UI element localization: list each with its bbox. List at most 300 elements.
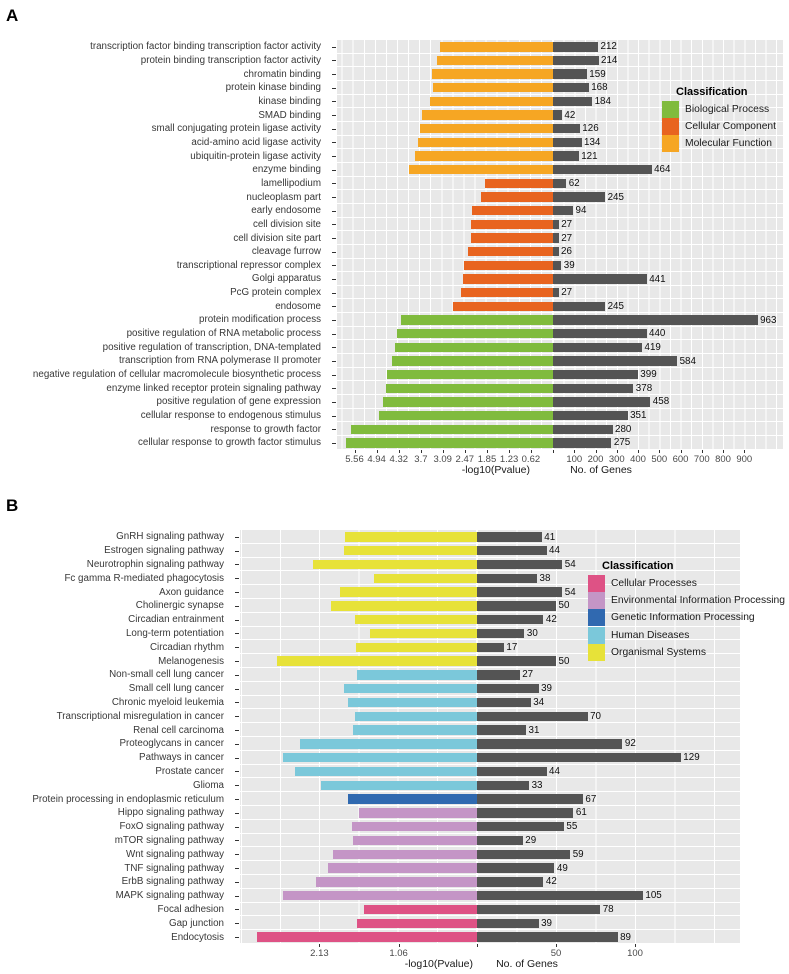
x-axis-tick	[681, 450, 682, 453]
chart-row	[0, 861, 740, 875]
pvalue-bar	[277, 656, 478, 665]
y-axis-tick	[229, 916, 240, 930]
gene-count-label: 49	[556, 862, 568, 874]
gene-bar	[553, 97, 592, 106]
row-label: Endocytosis	[171, 931, 224, 943]
gene-count-label: 378	[635, 382, 653, 394]
genes-cell	[477, 847, 740, 861]
chart-row	[0, 299, 783, 313]
genes-cell	[477, 723, 740, 737]
gene-bar	[477, 919, 539, 928]
chart-row	[0, 765, 740, 779]
genes-cell	[477, 765, 740, 779]
gene-bar	[477, 850, 570, 859]
gene-bar	[477, 767, 547, 776]
pvalue-cell	[240, 682, 477, 696]
row-label: Neurotrophin signaling pathway	[86, 558, 224, 570]
pvalue-cell	[240, 696, 477, 710]
pvalue-bar	[485, 179, 553, 188]
pvalue-bar	[481, 192, 553, 201]
row-label: TNF signaling pathway	[124, 862, 224, 874]
gene-bar	[477, 836, 523, 845]
x-axis-tick	[744, 450, 745, 453]
legend-title: Classification	[676, 86, 748, 98]
y-axis-tick	[326, 272, 337, 286]
gene-bar	[553, 151, 579, 160]
gene-count-label: 38	[539, 572, 551, 584]
legend-items	[588, 575, 785, 661]
pvalue-cell	[337, 409, 553, 423]
pvalue-cell	[337, 204, 553, 218]
legend-swatch	[588, 609, 605, 626]
panel-b-legend	[588, 560, 785, 661]
pvalue-bar	[437, 56, 553, 65]
legend-item	[588, 627, 785, 644]
legend-item-label: Cellular Component	[685, 121, 777, 133]
pvalue-bar	[356, 643, 477, 652]
y-axis-tick	[326, 409, 337, 423]
pvalue-cell	[337, 190, 553, 204]
row-label: response to growth factor	[210, 423, 321, 435]
legend-item	[662, 101, 776, 118]
gene-count-label: 212	[600, 41, 617, 53]
row-label: chromatin binding	[243, 68, 321, 80]
row-label: nucleoplasm part	[246, 191, 321, 203]
gene-count-label: 50	[558, 655, 570, 667]
y-axis-tick	[229, 571, 240, 585]
gene-bar	[553, 411, 628, 420]
chart-row	[0, 847, 740, 861]
row-label: protein kinase binding	[225, 82, 321, 94]
pvalue-cell	[240, 792, 477, 806]
pvalue-cell	[337, 286, 553, 300]
legend-item	[662, 135, 776, 152]
gene-count-label: 39	[541, 917, 552, 929]
pvalue-bar	[395, 343, 553, 352]
gene-count-label: 34	[533, 697, 545, 709]
y-axis-tick	[326, 313, 337, 327]
y-axis-tick	[326, 368, 337, 382]
legend-title: Classification	[602, 560, 674, 572]
x-tick-label: 5.56	[345, 454, 364, 465]
genes-cell	[553, 54, 783, 68]
gene-count-label: 33	[531, 779, 543, 791]
pvalue-bar	[344, 546, 477, 555]
x-axis-tick	[487, 450, 488, 453]
pvalue-bar	[328, 863, 477, 872]
row-label: Cholinergic synapse	[135, 600, 224, 612]
genes-cell	[477, 792, 740, 806]
pvalue-bar	[422, 110, 553, 119]
legend-item	[588, 592, 785, 609]
x-axis-tick	[617, 450, 618, 453]
pvalue-bar	[386, 384, 553, 393]
pvalue-bar	[415, 151, 553, 160]
gene-bar	[477, 574, 537, 583]
row-label: lamellipodium	[261, 177, 321, 189]
pvalue-bar	[351, 425, 553, 434]
chart-row	[0, 340, 783, 354]
gene-bar	[553, 83, 589, 92]
x-tick-label: 400	[630, 454, 646, 465]
pvalue-bar	[316, 877, 477, 886]
legend-item-label: Genetic Information Processing	[611, 612, 755, 624]
pvalue-cell	[337, 245, 553, 259]
y-axis-tick	[229, 654, 240, 668]
pvalue-cell	[337, 327, 553, 341]
genes-cell	[477, 889, 740, 903]
pvalue-cell	[337, 177, 553, 191]
pvalue-cell	[337, 81, 553, 95]
pvalue-cell	[337, 436, 553, 450]
pvalue-bar	[397, 329, 553, 338]
chart-row	[0, 916, 740, 930]
chart-row	[0, 190, 783, 204]
row-label: Melanogenesis	[158, 655, 224, 667]
pvalue-cell	[240, 723, 477, 737]
gene-bar	[553, 165, 652, 174]
y-axis-tick	[326, 122, 337, 136]
x-tick-label: 3.7	[414, 454, 428, 465]
gene-bar	[477, 932, 618, 941]
pvalue-cell	[337, 108, 553, 122]
row-label: SMAD binding	[258, 109, 321, 121]
pvalue-cell	[337, 354, 553, 368]
y-axis-tick	[326, 327, 337, 341]
gene-count-label: 184	[594, 96, 611, 108]
genes-cell	[553, 327, 783, 341]
y-axis-tick	[326, 422, 337, 436]
pvalue-cell	[240, 875, 477, 889]
gene-count-label: 275	[613, 437, 631, 449]
pvalue-bar	[355, 615, 477, 624]
y-axis-tick	[229, 751, 240, 765]
pvalue-axis-title: -log10(Pvalue)	[461, 464, 530, 476]
gene-count-label: 55	[566, 821, 578, 833]
gene-count-label: 129	[683, 752, 700, 764]
gene-count-label: 963	[760, 314, 777, 326]
y-axis-tick	[326, 177, 337, 191]
y-axis-tick	[229, 834, 240, 848]
row-label: PcG protein complex	[230, 287, 321, 299]
chart-row	[0, 723, 740, 737]
y-axis-tick	[229, 723, 240, 737]
genes-cell	[553, 313, 783, 327]
gene-bar	[477, 739, 622, 748]
gene-count-label: 50	[558, 600, 570, 612]
row-label: early endosome	[251, 205, 321, 217]
y-axis-tick	[326, 190, 337, 204]
pvalue-cell	[337, 259, 553, 273]
pvalue-bar	[409, 165, 553, 174]
gene-bar	[553, 438, 611, 447]
chart-row	[0, 368, 783, 382]
y-axis-tick	[229, 640, 240, 654]
gene-count-label: 27	[561, 287, 573, 299]
pvalue-bar	[355, 712, 477, 721]
gene-count-label: 27	[522, 669, 534, 681]
gene-count-label: 39	[563, 259, 575, 271]
pvalue-bar	[453, 302, 553, 311]
pvalue-cell	[337, 40, 553, 54]
gene-bar	[553, 220, 559, 229]
row-label: Gap junction	[168, 917, 224, 929]
pvalue-cell	[337, 231, 553, 245]
row-label: positive regulation of RNA metabolic process	[126, 328, 321, 340]
pvalue-cell	[240, 654, 477, 668]
pvalue-cell	[240, 709, 477, 723]
gene-count-label: 121	[581, 150, 598, 162]
gene-bar	[553, 56, 599, 65]
legend-item-label: Environmental Information Processing	[611, 595, 785, 607]
gene-bar	[477, 905, 600, 914]
pvalue-bar	[472, 206, 553, 215]
y-axis-tick	[229, 709, 240, 723]
x-tick-label: 100	[627, 948, 643, 959]
chart-row	[0, 245, 783, 259]
panel-b-x-axis	[240, 944, 740, 974]
gene-bar	[553, 356, 677, 365]
legend-swatch	[662, 118, 679, 135]
x-tick-label: 3.09	[433, 454, 452, 465]
pvalue-cell	[240, 627, 477, 641]
gene-bar	[553, 370, 638, 379]
pvalue-bar	[383, 397, 553, 406]
gene-count-label: 168	[591, 82, 608, 94]
y-axis-tick	[326, 40, 337, 54]
gene-bar	[477, 698, 531, 707]
gene-bar	[553, 192, 605, 201]
genes-cell	[477, 544, 740, 558]
gene-count-label: 17	[506, 641, 518, 653]
chart-row	[0, 806, 740, 820]
y-axis-tick	[326, 395, 337, 409]
legend-item-label: Cellular Processes	[611, 578, 697, 590]
chart-row	[0, 422, 783, 436]
pvalue-bar	[344, 684, 477, 693]
pvalue-cell	[337, 381, 553, 395]
y-axis-tick	[229, 544, 240, 558]
row-label: positive regulation of gene expression	[156, 396, 321, 408]
chart-row	[0, 436, 783, 450]
gene-bar	[553, 288, 559, 297]
genes-cell	[553, 231, 783, 245]
pvalue-bar	[440, 42, 554, 51]
pvalue-cell	[337, 299, 553, 313]
row-label: Estrogen signaling pathway	[104, 545, 224, 557]
chart-row	[0, 792, 740, 806]
gene-bar	[477, 615, 543, 624]
y-axis-tick	[229, 668, 240, 682]
gene-bar	[553, 110, 562, 119]
pvalue-cell	[337, 340, 553, 354]
gene-bar	[553, 315, 758, 324]
pvalue-bar	[401, 315, 553, 324]
row-label: Pathways in cancer	[139, 752, 224, 764]
row-label: Transcriptional misregulation in cancer	[56, 710, 224, 722]
gene-bar	[477, 560, 562, 569]
genes-cell	[553, 340, 783, 354]
row-label: enzyme binding	[252, 164, 321, 176]
gene-bar	[553, 42, 598, 51]
x-tick-label: 4.32	[389, 454, 409, 465]
gene-count-label: 61	[575, 807, 587, 819]
y-axis-tick	[326, 95, 337, 109]
x-tick-label: 800	[715, 454, 731, 465]
y-axis-tick	[326, 231, 337, 245]
row-label: transcription factor binding transcription factor activity	[90, 41, 321, 53]
gene-bar	[477, 532, 542, 541]
gene-count-label: 54	[564, 559, 576, 571]
gene-count-label: 464	[654, 164, 671, 176]
row-label: protein binding transcription factor activity	[140, 54, 321, 66]
row-label: positive regulation of transcription, DNA-templated	[102, 341, 321, 353]
genes-cell	[553, 67, 783, 81]
y-axis-tick	[326, 381, 337, 395]
chart-row	[0, 930, 740, 944]
row-label: Circadian entrainment	[128, 614, 224, 626]
gene-bar	[553, 343, 642, 352]
chart-row	[0, 218, 783, 232]
row-label: Hippo signaling pathway	[117, 807, 224, 819]
panel-a-legend	[662, 86, 776, 153]
gene-count-label: 67	[585, 793, 597, 805]
chart-row	[0, 204, 783, 218]
y-axis-tick	[229, 903, 240, 917]
chart-row	[0, 177, 783, 191]
genes-cell	[553, 272, 783, 286]
row-label: cleavage furrow	[251, 246, 321, 258]
gene-count-label: 41	[544, 531, 556, 543]
pvalue-bar	[340, 587, 477, 596]
pvalue-bar	[321, 781, 477, 790]
gene-count-label: 399	[640, 369, 657, 381]
chart-row	[0, 875, 740, 889]
x-tick-label: 1.06	[389, 948, 408, 959]
row-label: negative regulation of cellular macromolecule biosynthetic process	[32, 369, 321, 381]
y-axis-tick	[326, 218, 337, 232]
pvalue-cell	[337, 272, 553, 286]
pvalue-bar	[283, 753, 477, 762]
x-axis-tick	[399, 944, 400, 947]
y-axis-tick	[229, 696, 240, 710]
row-label: acid-amino acid ligase activity	[191, 136, 321, 148]
pvalue-cell	[240, 558, 477, 572]
pvalue-bar	[463, 274, 553, 283]
row-label: Chronic myeloid leukemia	[111, 696, 224, 708]
genes-cell	[553, 204, 783, 218]
y-axis-tick	[229, 737, 240, 751]
pvalue-bar	[418, 138, 553, 147]
row-label: mTOR signaling pathway	[114, 834, 224, 846]
gene-bar	[553, 274, 647, 283]
pvalue-cell	[240, 585, 477, 599]
x-tick-label: 600	[672, 454, 689, 465]
row-label: Renal cell carcinoma	[133, 724, 224, 736]
pvalue-bar	[352, 822, 477, 831]
row-label: cellular response to endogenous stimulus	[140, 410, 321, 422]
row-label: Fc gamma R-mediated phagocytosis	[64, 572, 224, 584]
row-label: ubiquitin-protein ligase activity	[190, 150, 321, 162]
pvalue-cell	[240, 544, 477, 558]
y-axis-tick	[326, 299, 337, 313]
y-axis-tick	[229, 861, 240, 875]
pvalue-bar	[357, 919, 477, 928]
gene-bar	[477, 670, 520, 679]
pvalue-cell	[240, 916, 477, 930]
x-axis-tick	[556, 944, 557, 947]
pvalue-cell	[337, 422, 553, 436]
pvalue-cell	[240, 861, 477, 875]
chart-row	[0, 381, 783, 395]
y-axis-tick	[326, 136, 337, 150]
row-label: cellular response to growth factor stimulus	[138, 437, 321, 449]
x-tick-label: 0.62	[521, 454, 541, 465]
pvalue-bar	[364, 905, 477, 914]
row-label: Proteoglycans in cancer	[119, 738, 224, 750]
pvalue-cell	[337, 136, 553, 150]
pvalue-bar	[295, 767, 477, 776]
y-axis-tick	[326, 259, 337, 273]
x-tick-label: 100	[566, 454, 583, 465]
y-axis-tick	[326, 354, 337, 368]
row-label: Non-small cell lung cancer	[109, 669, 224, 681]
genes-cell	[553, 422, 783, 436]
x-tick-label: 500	[651, 454, 668, 465]
pvalue-bar	[333, 850, 477, 859]
row-label: protein modification process	[199, 314, 321, 326]
pvalue-bar	[357, 670, 477, 679]
pvalue-bar	[313, 560, 477, 569]
genes-cell	[553, 299, 783, 313]
x-axis-tick	[355, 450, 356, 453]
gene-bar	[477, 587, 562, 596]
row-label: Glioma	[192, 779, 224, 791]
y-axis-tick	[229, 820, 240, 834]
chart-row	[0, 530, 740, 544]
row-label: transcription from RNA polymerase II promoter	[119, 355, 321, 367]
gene-count-label: 42	[564, 109, 576, 121]
chart-row	[0, 327, 783, 341]
gene-bar	[477, 863, 554, 872]
row-label: Axon guidance	[159, 586, 224, 598]
genes-cell	[477, 751, 740, 765]
pvalue-cell	[240, 668, 477, 682]
chart-row	[0, 259, 783, 273]
pvalue-bar	[283, 891, 477, 900]
gene-bar	[477, 629, 524, 638]
chart-row	[0, 354, 783, 368]
pvalue-cell	[337, 54, 553, 68]
genes-cell	[553, 286, 783, 300]
legend-item	[588, 575, 785, 592]
pvalue-bar	[432, 69, 553, 78]
pvalue-bar	[348, 794, 478, 803]
x-tick-label: 2.13	[310, 948, 329, 959]
y-axis-tick	[326, 204, 337, 218]
row-label: Focal adhesion	[157, 903, 224, 915]
gene-count-label: 44	[549, 545, 560, 557]
pvalue-cell	[337, 395, 553, 409]
gene-bar	[553, 124, 580, 133]
chart-row	[0, 820, 740, 834]
x-axis-tick	[477, 944, 478, 947]
chart-row	[0, 231, 783, 245]
pvalue-bar	[331, 601, 478, 610]
pvalue-cell	[240, 778, 477, 792]
pvalue-cell	[240, 613, 477, 627]
gene-bar	[553, 247, 559, 256]
